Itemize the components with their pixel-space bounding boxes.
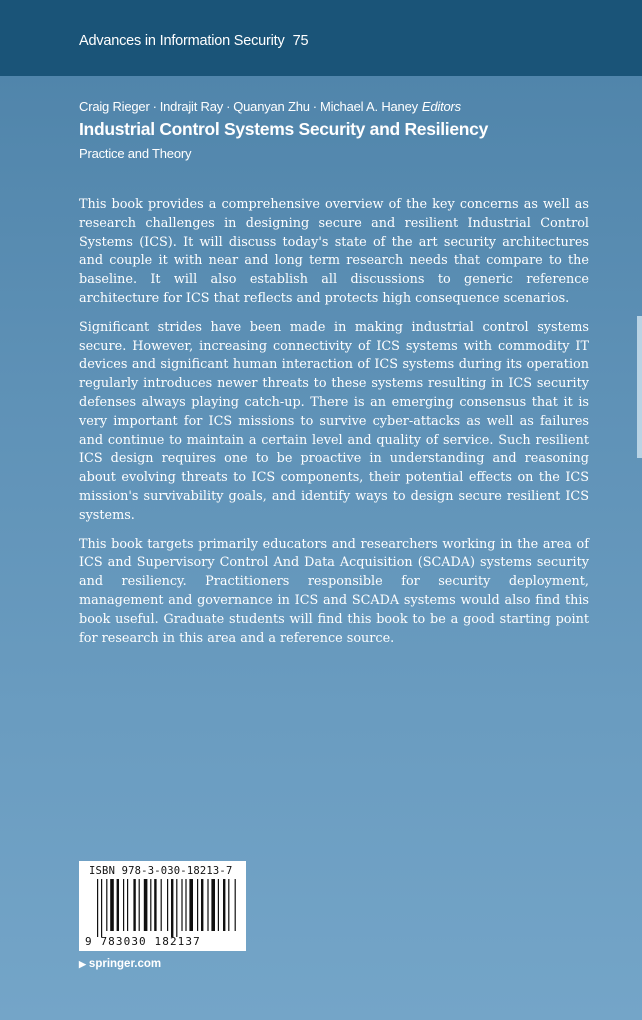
publisher-website[interactable]: [79, 958, 161, 970]
barcode-bar: [189, 879, 193, 931]
barcode-bar: [110, 879, 114, 931]
triangle-right-icon: ▶: [79, 959, 86, 969]
barcode-bar: [235, 879, 236, 931]
barcode-bar: [207, 879, 208, 931]
barcode-bar: [176, 879, 177, 937]
barcode-bar: [106, 879, 107, 931]
series-header-band: [0, 0, 642, 76]
barcode-bar: [171, 879, 173, 937]
barcode-bar: [123, 879, 124, 931]
author-name: Indrajit Ray: [159, 99, 224, 114]
barcode-bar: [139, 879, 140, 931]
barcode-bar: [97, 879, 98, 937]
barcode-bar: [117, 879, 119, 931]
barcode-bar: [197, 879, 198, 931]
barcode-bar: [201, 879, 203, 931]
barcode-bar: [161, 879, 162, 931]
barcode-bar: [228, 879, 229, 931]
isbn-label: ISBN 978-3-030-18213-7: [89, 865, 233, 877]
barcode-bar: [185, 879, 186, 931]
barcode-digits: 9 783030 182137: [85, 935, 201, 948]
barcode-bar: [133, 879, 135, 931]
book-description: [79, 196, 589, 658]
series-number: 75: [292, 33, 309, 49]
barcode-bar: [144, 879, 148, 931]
description-paragraph: This book targets primarily educators and researchers working in the area of ICS and Supervisory Control And Data Acquisition (SCADA) systems security and resiliency. Practitioners responsible for security deployment, management and governance in ICS and SCADA systems would also find this book useful. Graduate students will find this book to be a good starting point for research in this area and a reference source.: [79, 536, 589, 646]
editors-line: [79, 99, 461, 114]
website-label: springer.com: [88, 958, 162, 970]
editors-label: Editors: [421, 99, 461, 114]
spine-edge-mark: [637, 316, 642, 458]
barcode-bar: [218, 879, 219, 931]
barcode-bar: [181, 879, 182, 931]
description-paragraph: This book provides a comprehensive overview of the key concerns as well as research challenges in designing secure and resilient Industrial Control Systems (ICS). It will discuss today's state of the art security architectures and couple it with near and long term research needs that compare to the baseline. It will also establish all discussions to generic reference architecture for ICS that reflects and protects high consequence scenarios.: [79, 197, 589, 306]
description-paragraph: Significant strides have been made in making industrial control systems secure. However, increasing connectivity of ICS systems with commodity IT devices and significant human interaction of ICS systems during its operation regularly introduces newer threats to these systems resulting in ICS security defenses always playing catch-up. There is an emerging consensus that it is very important for ICS missions to survive cyber-attacks as well as failures and continue to maintain a certain level and quality of service. Such resilient ICS design requires one to be proactive in understanding and reasoning about evolving threats to ICS components, their potential effects on the ICS mission's survivability goals, and identify ways to design secure resilient ICS systems.: [79, 319, 589, 523]
barcode-bar: [211, 879, 215, 931]
author-name: Craig Rieger: [79, 99, 150, 114]
book-subtitle: Practice and Theory: [79, 146, 192, 161]
separator: ·: [312, 99, 317, 114]
barcode-panel: [79, 861, 246, 951]
barcode-bar: [150, 879, 151, 931]
series-title: [79, 33, 308, 49]
series-name: Advances in Information Security: [79, 33, 285, 49]
author-name: Michael A. Haney: [319, 99, 418, 114]
book-title: Industrial Control Systems Security and Resiliency: [79, 119, 489, 139]
separator: ·: [226, 99, 231, 114]
barcode-bar: [223, 879, 225, 931]
separator: ·: [152, 99, 157, 114]
author-name: Quanyan Zhu: [233, 99, 310, 114]
barcode-bar: [101, 879, 102, 937]
barcode-icon: [97, 879, 237, 937]
barcode-bar: [127, 879, 128, 931]
barcode-bar: [167, 879, 168, 931]
barcode-bar: [154, 879, 156, 931]
